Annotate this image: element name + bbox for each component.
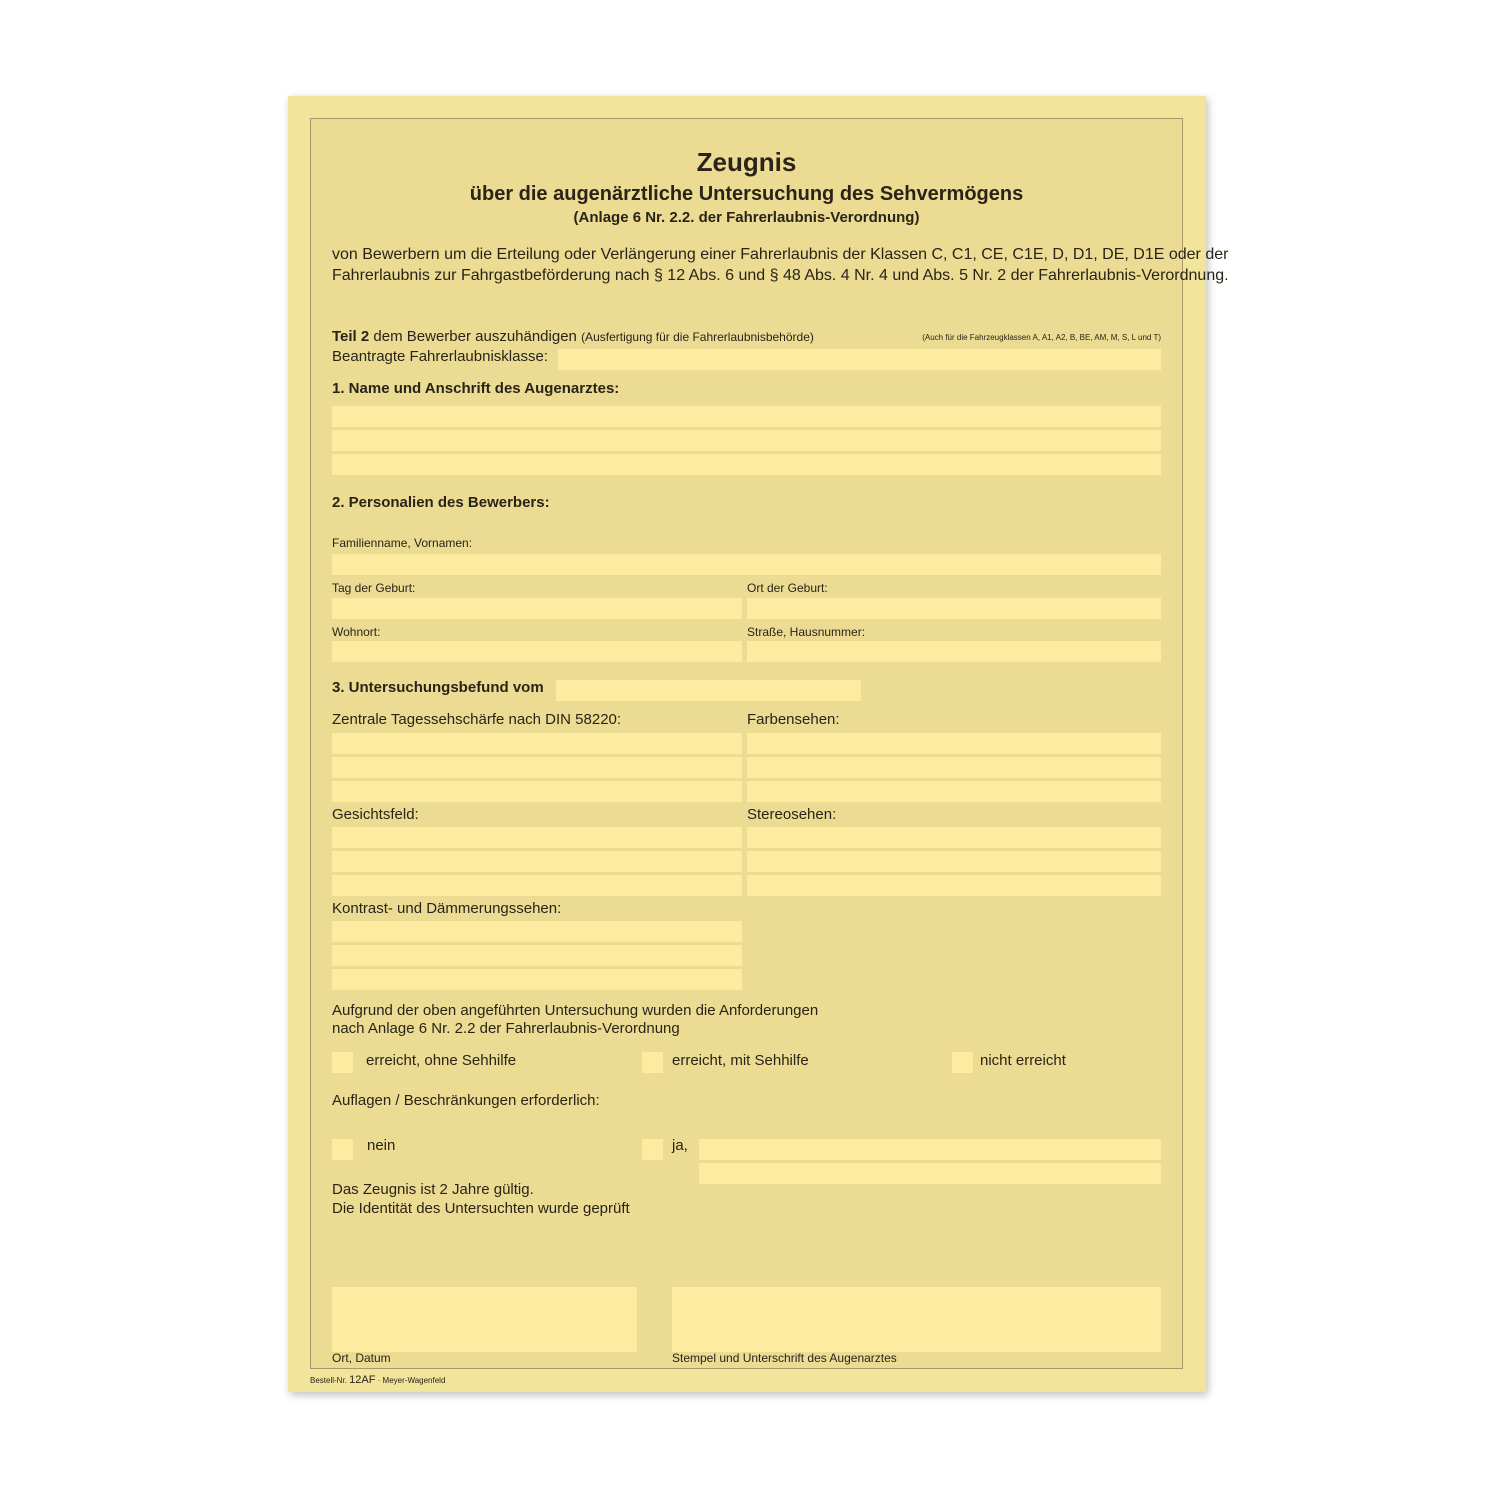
intro-line-1: von Bewerbern um die Erteilung oder Verlängerung einer Fahrerlaubnis der Klassen C, C1, CE, C1E, D, D1, DE, D1E oder der bbox=[332, 246, 1229, 263]
checkbox-with-glasses[interactable] bbox=[642, 1052, 663, 1073]
acuity-field-1[interactable] bbox=[332, 733, 742, 754]
restrictions-label: Auflagen / Beschränkungen erforderlich: bbox=[332, 1092, 600, 1109]
doctor-field-1[interactable] bbox=[332, 406, 1161, 427]
checkbox-no[interactable] bbox=[332, 1139, 353, 1160]
acuity-field-3[interactable] bbox=[332, 781, 742, 802]
form-title: Zeugnis bbox=[696, 147, 797, 177]
color-label: Farbensehen: bbox=[747, 711, 840, 728]
place-date-field[interactable] bbox=[332, 1287, 637, 1352]
option-with-glasses: erreicht, mit Sehhilfe bbox=[672, 1052, 809, 1069]
stereo-label: Stereosehen: bbox=[747, 806, 837, 823]
visual-field-field-2[interactable] bbox=[332, 851, 742, 872]
doctor-field-2[interactable] bbox=[332, 430, 1161, 451]
birthdate-label: Tag der Geburt: bbox=[332, 581, 416, 595]
validity-line-1: Das Zeugnis ist 2 Jahre gültig. bbox=[332, 1181, 534, 1198]
street-field[interactable] bbox=[747, 641, 1161, 662]
teil-heading bbox=[332, 328, 814, 345]
birthdate-field[interactable] bbox=[332, 598, 742, 619]
residence-field[interactable] bbox=[332, 641, 742, 662]
class-label: Beantragte Fahrerlaubnisklasse: bbox=[332, 348, 548, 365]
option-yes: ja, bbox=[672, 1137, 688, 1154]
color-field-2[interactable] bbox=[747, 757, 1161, 778]
contrast-label: Kontrast- und Dämmerungssehen: bbox=[332, 900, 562, 917]
exam-date-field[interactable] bbox=[556, 680, 861, 701]
stereo-field-2[interactable] bbox=[747, 851, 1161, 872]
visual-field-field-3[interactable] bbox=[332, 875, 742, 896]
form-subtitle: über die augenärztliche Untersuchung des Sehvermögens bbox=[469, 183, 1024, 205]
name-field[interactable] bbox=[332, 554, 1161, 575]
stamp-label: Stempel und Unterschrift des Augenarztes bbox=[672, 1351, 897, 1365]
color-field-1[interactable] bbox=[747, 733, 1161, 754]
checkbox-not-reached[interactable] bbox=[952, 1052, 973, 1073]
section3-heading: 3. Untersuchungsbefund vom bbox=[332, 679, 544, 696]
stereo-field-3[interactable] bbox=[747, 875, 1161, 896]
contrast-field-3[interactable] bbox=[332, 969, 742, 990]
place-date-label: Ort, Datum bbox=[332, 1351, 391, 1365]
form-reference: (Anlage 6 Nr. 2.2. der Fahrerlaubnis-Verordnung) bbox=[573, 209, 920, 226]
contrast-field-1[interactable] bbox=[332, 921, 742, 942]
section1-heading: 1. Name und Anschrift des Augenarztes: bbox=[332, 380, 620, 397]
option-not-reached: nicht erreicht bbox=[980, 1052, 1066, 1069]
restrictions-field-2[interactable] bbox=[699, 1163, 1161, 1184]
teil-bold: Teil 2 bbox=[332, 328, 370, 345]
result-line-2: nach Anlage 6 Nr. 2.2 der Fahrerlaubnis-Verordnung bbox=[332, 1020, 680, 1037]
restrictions-field-1[interactable] bbox=[699, 1139, 1161, 1160]
acuity-label: Zentrale Tagessehschärfe nach DIN 58220: bbox=[332, 711, 622, 728]
street-label: Straße, Hausnummer: bbox=[747, 625, 866, 639]
residence-label: Wohnort: bbox=[332, 625, 381, 639]
validity-line-2: Die Identität des Untersuchten wurde geprüft bbox=[332, 1200, 630, 1217]
visual-field-label: Gesichtsfeld: bbox=[332, 806, 419, 823]
order-footer bbox=[310, 1374, 445, 1386]
name-label: Familienname, Vornamen: bbox=[332, 536, 473, 550]
checkbox-yes[interactable] bbox=[642, 1139, 663, 1160]
visual-field-field-1[interactable] bbox=[332, 827, 742, 848]
order-prefix: Bestell-Nr. bbox=[310, 1376, 347, 1385]
teil-note: (Ausfertigung für die Fahrerlaubnisbehörde) bbox=[581, 330, 814, 344]
stamp-signature-field[interactable] bbox=[672, 1287, 1161, 1352]
stereo-field-1[interactable] bbox=[747, 827, 1161, 848]
section2-heading: 2. Personalien des Bewerbers: bbox=[332, 494, 550, 511]
color-field-3[interactable] bbox=[747, 781, 1161, 802]
intro-line-2: Fahrerlaubnis zur Fahrgastbeförderung nach § 12 Abs. 6 und § 48 Abs. 4 Nr. 4 und Abs. 5 Nr. 2 der Fahrerlaubnis-Verordnung. bbox=[332, 267, 1229, 284]
birthplace-label: Ort der Geburt: bbox=[747, 581, 828, 595]
checkbox-without-glasses[interactable] bbox=[332, 1052, 353, 1073]
option-no: nein bbox=[367, 1137, 396, 1154]
classes-note: (Auch für die Fahrzeugklassen A, A1, A2, B, BE, AM, M, S, L und T) bbox=[922, 333, 1161, 342]
class-field[interactable] bbox=[558, 349, 1161, 370]
contrast-field-2[interactable] bbox=[332, 945, 742, 966]
acuity-field-2[interactable] bbox=[332, 757, 742, 778]
publisher: · Meyer-Wagenfeld bbox=[377, 1376, 446, 1385]
order-number: 12AF bbox=[349, 1374, 376, 1386]
result-line-1: Aufgrund der oben angeführten Untersuchung wurden die Anforderungen bbox=[332, 1002, 819, 1019]
birthplace-field[interactable] bbox=[747, 598, 1161, 619]
doctor-field-3[interactable] bbox=[332, 454, 1161, 475]
option-without-glasses: erreicht, ohne Sehhilfe bbox=[366, 1052, 517, 1069]
teil-text: dem Bewerber auszuhändigen bbox=[373, 328, 577, 345]
